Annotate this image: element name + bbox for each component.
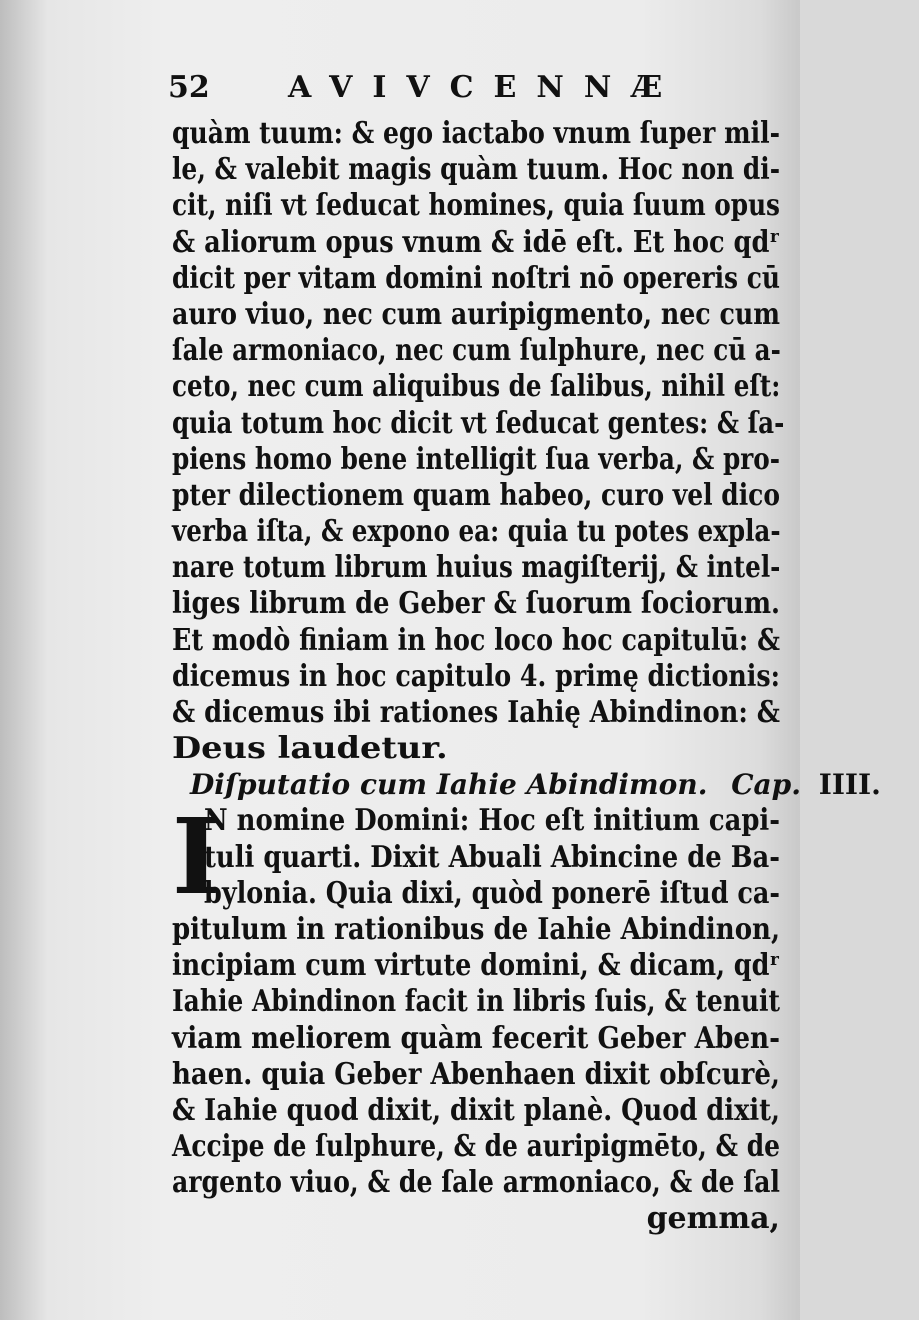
chapter-title: [190, 767, 881, 803]
text-line: Et modò finiam in hoc loco hoc capitulū: &: [172, 622, 780, 658]
drop-cap: I: [172, 795, 221, 919]
text-line: argento viuo, & de ſale armoniaco, & de ſal: [172, 1165, 780, 1201]
text-line: quàm tuum: & ego iactabo vnum ſuper mil-: [172, 116, 780, 151]
text-line: bylonia. Quia dixi, quòd ponerē iſtud ca-: [204, 875, 780, 911]
text-line: & Iahie quod dixit, dixit planè. Quod dixit,: [172, 1092, 780, 1128]
text-line: viam meliorem quàm fecerit Geber Aben-: [172, 1020, 780, 1056]
text-line: Accipe de ſulphure, & de auripigmēto, & de: [172, 1129, 780, 1165]
chapter-cap-label: Cap.: [731, 768, 801, 802]
text-line: piens homo bene intelligit ſua verba, & pro-: [172, 441, 780, 477]
text-line: pitulum in rationibus de Iahie Abindinon,: [172, 911, 780, 947]
text-line: cit, niſi vt ſeducat homines, quia ſuum opus: [172, 188, 780, 224]
text-line: & dicemus ibi rationes Iahię Abindinon: &: [172, 695, 780, 730]
text-line: auro viuo, nec cum auripigmento, nec cum: [172, 296, 780, 332]
text-line: Deus laudetur.: [172, 731, 448, 767]
text-line: verba iſta, & expono ea: quia tu potes expla-: [172, 514, 781, 550]
text-line: dicit per vitam domini noſtri nō opereris cū: [172, 260, 780, 296]
text-line: nare totum librum huius magiſterij, & intel-: [172, 550, 781, 586]
text-line: haen. quia Geber Abenhaen dixit obſcurè,: [172, 1056, 780, 1092]
text-line: & aliorum opus vnum & idē eſt. Et hoc qdʳ: [172, 224, 780, 260]
running-head: AVIVCENNÆ: [288, 70, 683, 105]
chapter-number: IIII.: [818, 768, 881, 802]
text-line: ſale armoniaco, nec cum ſulphure, nec cū a-: [172, 333, 781, 369]
text-block: [172, 116, 881, 1237]
text-line: liges librum de Geber & ſuorum ſociorum.: [172, 586, 780, 622]
text-line: quia totum hoc dicit vt ſeducat gentes: & ſa-: [172, 405, 785, 441]
chapter-title-text: Diſputatio cum Iahie Abindimon.: [190, 768, 708, 802]
text-line: tuli quarti. Dixit Abuali Abincine de Ba-: [204, 839, 780, 875]
text-line: N nomine Domini: Hoc eſt initium capi-: [204, 803, 780, 839]
text-line: dicemus in hoc capitulo 4. primę dictionis:: [172, 658, 780, 694]
text-line: incipiam cum virtute domini, & dicam, qdʳ: [172, 948, 780, 984]
chapter-opening: [172, 795, 780, 919]
text-line: le, & valebit magis quàm tuum. Hoc non di-: [172, 152, 780, 188]
text-line: pter dilectionem quam habeo, curo vel dico: [172, 477, 780, 513]
text-line: Iahie Abindinon facit in libris ſuis, & tenuit: [172, 984, 780, 1020]
page-header: [168, 70, 728, 110]
text-line: ceto, nec cum aliquibus de ſalibus, nihil eſt:: [172, 369, 781, 405]
catchword: gemma,: [646, 1201, 780, 1237]
folio-number: 52: [168, 70, 210, 105]
